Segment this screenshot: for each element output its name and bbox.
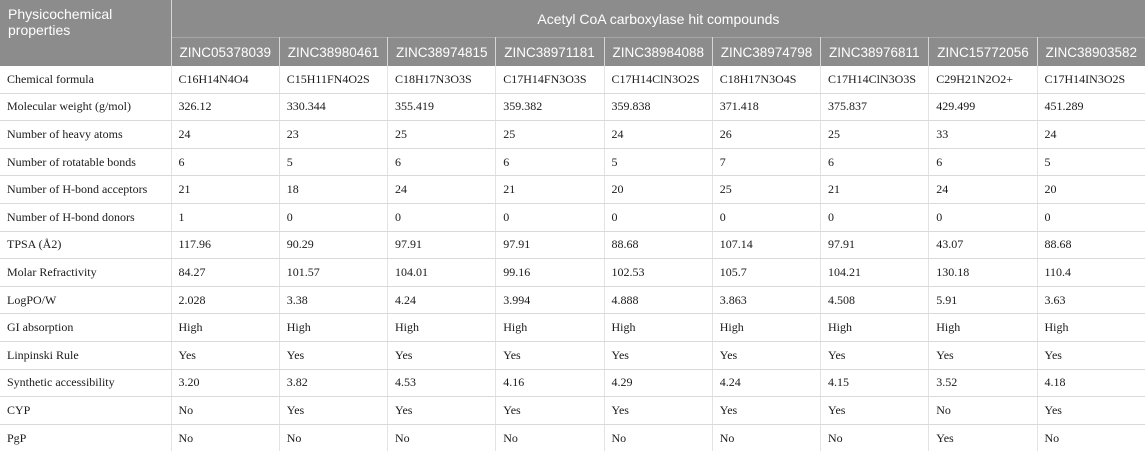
table-cell: 3.63 xyxy=(1037,286,1145,314)
table-cell: Yes xyxy=(604,397,712,425)
table-cell: 4.15 xyxy=(821,369,929,397)
table-cell: High xyxy=(929,314,1037,342)
table-cell: 6 xyxy=(171,148,279,176)
table-cell: Yes xyxy=(1037,397,1145,425)
table-cell: Yes xyxy=(388,341,496,369)
table-cell: 33 xyxy=(929,121,1037,149)
table-cell: No xyxy=(929,397,1037,425)
row-label: Number of rotatable bonds xyxy=(0,148,171,176)
table-cell: Yes xyxy=(929,341,1037,369)
table-cell: 88.68 xyxy=(1037,231,1145,259)
table-cell: No xyxy=(279,424,387,451)
table-cell: 104.01 xyxy=(388,259,496,287)
table-body xyxy=(0,66,1145,451)
table-cell: 97.91 xyxy=(388,231,496,259)
table-cell: No xyxy=(171,397,279,425)
table-cell: C17H14FN3O3S xyxy=(496,66,604,93)
table-cell: No xyxy=(171,424,279,451)
table-cell: No xyxy=(604,424,712,451)
table-cell: 359.382 xyxy=(496,93,604,121)
table-cell: C16H14N4O4 xyxy=(171,66,279,93)
table-cell: 0 xyxy=(388,203,496,231)
compound-header-cell: ZINC38974798 xyxy=(712,38,820,67)
table-cell: 3.863 xyxy=(712,286,820,314)
header-row-compounds xyxy=(0,38,1145,67)
row-label: CYP xyxy=(0,397,171,425)
table-row xyxy=(0,259,1145,287)
table-cell: 4.16 xyxy=(496,369,604,397)
table-cell: C15H11FN4O2S xyxy=(279,66,387,93)
table-cell: 26 xyxy=(712,121,820,149)
table-cell: 4.24 xyxy=(712,369,820,397)
table-cell: High xyxy=(712,314,820,342)
table-row xyxy=(0,176,1145,204)
table-cell: 4.29 xyxy=(604,369,712,397)
row-label: Number of heavy atoms xyxy=(0,121,171,149)
table-cell: 6 xyxy=(929,148,1037,176)
table-cell: 99.16 xyxy=(496,259,604,287)
table-row xyxy=(0,203,1145,231)
table-cell: 20 xyxy=(604,176,712,204)
table-cell: 97.91 xyxy=(496,231,604,259)
table-cell: 4.53 xyxy=(388,369,496,397)
table-cell: Yes xyxy=(712,397,820,425)
table-cell: Yes xyxy=(171,341,279,369)
table-row xyxy=(0,121,1145,149)
table-cell: 355.419 xyxy=(388,93,496,121)
header-row-group xyxy=(0,0,1145,38)
table-cell: C29H21N2O2+ xyxy=(929,66,1037,93)
table-cell: Yes xyxy=(496,341,604,369)
table-cell: 107.14 xyxy=(712,231,820,259)
table-cell: 24 xyxy=(171,121,279,149)
table-cell: No xyxy=(712,424,820,451)
table-cell: 110.4 xyxy=(1037,259,1145,287)
table-cell: 359.838 xyxy=(604,93,712,121)
row-label: Number of H-bond donors xyxy=(0,203,171,231)
table-cell: 105.7 xyxy=(712,259,820,287)
table-row xyxy=(0,314,1145,342)
table-cell: No xyxy=(388,424,496,451)
table-cell: 330.344 xyxy=(279,93,387,121)
table-cell: 84.27 xyxy=(171,259,279,287)
table-cell: Yes xyxy=(388,397,496,425)
row-label: Linpinski Rule xyxy=(0,341,171,369)
row-label: Number of H-bond acceptors xyxy=(0,176,171,204)
table-cell: Yes xyxy=(279,397,387,425)
row-label: TPSA (Å2) xyxy=(0,231,171,259)
row-label: Chemical formula xyxy=(0,66,171,93)
table-cell: 90.29 xyxy=(279,231,387,259)
table-row xyxy=(0,397,1145,425)
table-cell: High xyxy=(496,314,604,342)
table-cell: 0 xyxy=(604,203,712,231)
table-cell: 25 xyxy=(388,121,496,149)
table-cell: High xyxy=(171,314,279,342)
table-cell: 429.499 xyxy=(929,93,1037,121)
compound-header-cell: ZINC38903582 xyxy=(1037,38,1145,67)
table-cell: Yes xyxy=(821,341,929,369)
table-cell: 25 xyxy=(712,176,820,204)
table-cell: 102.53 xyxy=(604,259,712,287)
compound-header-cell: ZINC38974815 xyxy=(388,38,496,67)
table-cell: 0 xyxy=(1037,203,1145,231)
table-cell: 7 xyxy=(712,148,820,176)
table-row xyxy=(0,341,1145,369)
table-row xyxy=(0,424,1145,451)
table-cell: 130.18 xyxy=(929,259,1037,287)
compound-header-cell: ZINC38980461 xyxy=(279,38,387,67)
table-cell: 20 xyxy=(1037,176,1145,204)
table-cell: High xyxy=(279,314,387,342)
table-cell: 117.96 xyxy=(171,231,279,259)
table-cell: Yes xyxy=(929,424,1037,451)
table-cell: 21 xyxy=(496,176,604,204)
table-cell: Yes xyxy=(821,397,929,425)
table-cell: C18H17N3O3S xyxy=(388,66,496,93)
table-row xyxy=(0,66,1145,93)
table-cell: 1 xyxy=(171,203,279,231)
compound-group-header: Acetyl CoA carboxylase hit compounds xyxy=(171,0,1145,38)
table-cell: C17H14IN3O2S xyxy=(1037,66,1145,93)
table-cell: 0 xyxy=(496,203,604,231)
table-cell: 0 xyxy=(929,203,1037,231)
table-cell: 23 xyxy=(279,121,387,149)
table-cell: 104.21 xyxy=(821,259,929,287)
compound-header-cell: ZINC38976811 xyxy=(821,38,929,67)
table-row xyxy=(0,93,1145,121)
table-cell: 326.12 xyxy=(171,93,279,121)
table-cell: 5.91 xyxy=(929,286,1037,314)
table-cell: 6 xyxy=(388,148,496,176)
table-cell: 4.888 xyxy=(604,286,712,314)
table-cell: 24 xyxy=(388,176,496,204)
table-cell: High xyxy=(1037,314,1145,342)
table-row xyxy=(0,148,1145,176)
table-cell: 97.91 xyxy=(821,231,929,259)
table-cell: 6 xyxy=(496,148,604,176)
row-label: Molar Refractivity xyxy=(0,259,171,287)
table-cell: 0 xyxy=(821,203,929,231)
table-cell: 5 xyxy=(1037,148,1145,176)
table-cell: 4.24 xyxy=(388,286,496,314)
table-cell: 101.57 xyxy=(279,259,387,287)
table-cell: Yes xyxy=(279,341,387,369)
table-cell: No xyxy=(1044,430,1060,445)
table-cell: C18H17N3O4S xyxy=(712,66,820,93)
table-cell: 21 xyxy=(171,176,279,204)
compound-header-cell: ZINC38984088 xyxy=(604,38,712,67)
table-cell: 6 xyxy=(821,148,929,176)
table-cell: 0 xyxy=(279,203,387,231)
compound-header-cell: ZINC15772056 xyxy=(929,38,1037,67)
table-cell: 88.68 xyxy=(604,231,712,259)
table-cell: 0 xyxy=(712,203,820,231)
table-cell: 24 xyxy=(604,121,712,149)
table-cell: 18 xyxy=(279,176,387,204)
table-cell: 3.82 xyxy=(279,369,387,397)
table-cell: 24 xyxy=(929,176,1037,204)
table-cell: 5 xyxy=(604,148,712,176)
table-cell: 4.508 xyxy=(821,286,929,314)
table-cell: 3.38 xyxy=(279,286,387,314)
table-cell: 25 xyxy=(496,121,604,149)
table-row xyxy=(0,369,1145,397)
compound-header-cell: ZINC05378039 xyxy=(171,38,279,67)
table-cell: 3.20 xyxy=(171,369,279,397)
table-cell: 371.418 xyxy=(712,93,820,121)
table-cell: High xyxy=(388,314,496,342)
row-label: GI absorption xyxy=(0,314,171,342)
table-cell: Yes xyxy=(1037,341,1145,369)
table-cell: High xyxy=(604,314,712,342)
property-column-header: Physicochemical properties xyxy=(0,0,171,66)
table-cell: Yes xyxy=(712,341,820,369)
table-cell: 3.52 xyxy=(929,369,1037,397)
row-label: LogPO/W xyxy=(0,286,171,314)
row-label: PgP xyxy=(0,424,171,451)
table-row xyxy=(0,231,1145,259)
table-header xyxy=(0,0,1145,66)
table-cell: 5 xyxy=(279,148,387,176)
row-label: Molecular weight (g/mol) xyxy=(0,93,171,121)
table-cell: No xyxy=(821,424,929,451)
compound-header-cell: ZINC38971181 xyxy=(496,38,604,67)
table-cell: 451.289 xyxy=(1037,93,1145,121)
row-label: Synthetic accessibility xyxy=(0,369,171,397)
table-cell: C17H14ClN3O2S xyxy=(604,66,712,93)
table-cell: High xyxy=(821,314,929,342)
table-cell: 25 xyxy=(821,121,929,149)
table-row xyxy=(0,286,1145,314)
table-cell: 4.18 xyxy=(1037,369,1145,397)
table-cell: C17H14ClN3O3S xyxy=(821,66,929,93)
table-cell: 24 xyxy=(1037,121,1145,149)
table-cell: Yes xyxy=(604,341,712,369)
table-cell: 2.028 xyxy=(171,286,279,314)
table-cell: 21 xyxy=(821,176,929,204)
table-cell: 375.837 xyxy=(821,93,929,121)
table-cell: No xyxy=(496,424,604,451)
table-cell: Yes xyxy=(496,397,604,425)
table-cell: 43.07 xyxy=(929,231,1037,259)
table-cell: 3.994 xyxy=(496,286,604,314)
